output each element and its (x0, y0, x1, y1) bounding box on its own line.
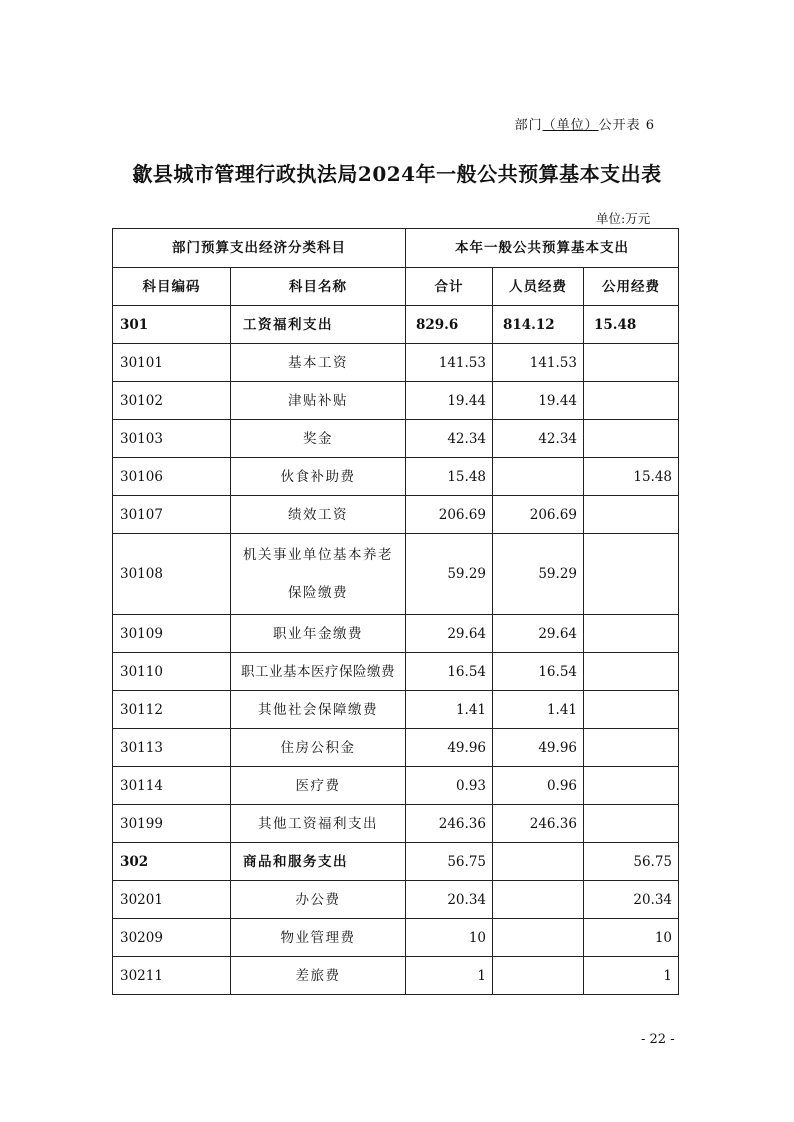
row-name: 物业管理费 (231, 919, 406, 957)
row-name: 职工业基本医疗保险缴费 (231, 653, 406, 691)
row-code: 30109 (113, 615, 231, 653)
row-total: 59.29 (406, 534, 493, 615)
table-row (113, 458, 679, 496)
row-personnel (493, 957, 584, 995)
row-personnel: 29.64 (493, 615, 584, 653)
row-code: 302 (113, 843, 231, 881)
table-row (113, 919, 679, 957)
row-code: 30199 (113, 805, 231, 843)
row-total: 246.36 (406, 805, 493, 843)
page-number: - 22 - (641, 1032, 675, 1047)
row-total: 15.48 (406, 458, 493, 496)
row-name: 机关事业单位基本养老保险缴费 (231, 534, 406, 615)
row-total: 42.34 (406, 420, 493, 458)
group-header-expenditure: 本年一般公共预算基本支出 (406, 229, 679, 268)
row-total: 10 (406, 919, 493, 957)
row-personnel: 1.41 (493, 691, 584, 729)
row-public (584, 805, 679, 843)
row-personnel (493, 843, 584, 881)
row-public (584, 615, 679, 653)
row-public: 15.48 (584, 306, 679, 344)
row-personnel (493, 919, 584, 957)
row-personnel: 42.34 (493, 420, 584, 458)
row-code: 30112 (113, 691, 231, 729)
table-row (113, 843, 679, 881)
note-suffix: 公开表 6 (598, 118, 655, 133)
unit-label: 单位:万元 (596, 211, 651, 226)
row-total: 16.54 (406, 653, 493, 691)
row-personnel (493, 881, 584, 919)
table-row (113, 496, 679, 534)
row-public (584, 653, 679, 691)
row-total: 56.75 (406, 843, 493, 881)
row-public (584, 344, 679, 382)
table-row (113, 805, 679, 843)
column-header-row (113, 268, 679, 306)
row-public: 1 (584, 957, 679, 995)
table-row (113, 767, 679, 805)
row-code: 30113 (113, 729, 231, 767)
row-code: 30103 (113, 420, 231, 458)
table-row (113, 957, 679, 995)
table-row (113, 344, 679, 382)
table-row (113, 420, 679, 458)
row-name: 职业年金缴费 (231, 615, 406, 653)
row-code: 30108 (113, 534, 231, 615)
row-code: 30209 (113, 919, 231, 957)
row-public (584, 496, 679, 534)
row-code: 30201 (113, 881, 231, 919)
row-public (584, 420, 679, 458)
row-total: 1 (406, 957, 493, 995)
table-row (113, 881, 679, 919)
row-code: 30106 (113, 458, 231, 496)
column-header-total: 合计 (406, 268, 493, 306)
row-public (584, 691, 679, 729)
row-name: 商品和服务支出 (231, 843, 406, 881)
note-prefix: 部门 (514, 118, 543, 133)
row-code: 30102 (113, 382, 231, 420)
row-total: 49.96 (406, 729, 493, 767)
row-code: 30211 (113, 957, 231, 995)
column-header-public: 公用经费 (584, 268, 679, 306)
row-total: 829.6 (406, 306, 493, 344)
column-header-code: 科目编码 (113, 268, 231, 306)
row-name: 绩效工资 (231, 496, 406, 534)
row-name: 办公费 (231, 881, 406, 919)
row-personnel: 16.54 (493, 653, 584, 691)
row-personnel: 49.96 (493, 729, 584, 767)
row-personnel: 814.12 (493, 306, 584, 344)
row-name: 基本工资 (231, 344, 406, 382)
group-header-row (113, 229, 679, 268)
row-name: 住房公积金 (231, 729, 406, 767)
row-personnel (493, 458, 584, 496)
column-header-name: 科目名称 (231, 268, 406, 306)
row-code: 30114 (113, 767, 231, 805)
table-number-note (515, 114, 655, 133)
column-header-personnel: 人员经费 (493, 268, 584, 306)
table-row (113, 306, 679, 344)
row-name: 其他社会保障缴费 (231, 691, 406, 729)
table-row (113, 691, 679, 729)
row-name: 伙食补助费 (231, 458, 406, 496)
row-name: 医疗费 (231, 767, 406, 805)
row-name: 奖金 (231, 420, 406, 458)
row-total: 206.69 (406, 496, 493, 534)
row-code: 301 (113, 306, 231, 344)
table-row (113, 382, 679, 420)
row-personnel: 141.53 (493, 344, 584, 382)
row-total: 141.53 (406, 344, 493, 382)
document-title: 歙县城市管理行政执法局2024年一般公共预算基本支出表 (132, 162, 662, 186)
row-name: 差旅费 (231, 957, 406, 995)
row-total: 1.41 (406, 691, 493, 729)
row-name: 其他工资福利支出 (231, 805, 406, 843)
row-code: 30107 (113, 496, 231, 534)
row-personnel: 59.29 (493, 534, 584, 615)
row-personnel: 206.69 (493, 496, 584, 534)
row-personnel: 19.44 (493, 382, 584, 420)
row-public (584, 767, 679, 805)
row-public (584, 382, 679, 420)
group-header-classification: 部门预算支出经济分类科目 (113, 229, 406, 268)
row-public: 20.34 (584, 881, 679, 919)
row-personnel: 246.36 (493, 805, 584, 843)
row-total: 19.44 (406, 382, 493, 420)
row-public (584, 534, 679, 615)
row-total: 29.64 (406, 615, 493, 653)
row-public: 10 (584, 919, 679, 957)
row-code: 30110 (113, 653, 231, 691)
row-code: 30101 (113, 344, 231, 382)
table-row (113, 729, 679, 767)
row-public (584, 729, 679, 767)
row-personnel: 0.96 (493, 767, 584, 805)
row-public: 15.48 (584, 458, 679, 496)
row-total: 0.93 (406, 767, 493, 805)
note-unit: （单位） (542, 118, 599, 133)
table-row (113, 534, 679, 615)
budget-table (112, 228, 679, 995)
row-name: 工资福利支出 (231, 306, 406, 344)
row-total: 20.34 (406, 881, 493, 919)
row-name: 津贴补贴 (231, 382, 406, 420)
table-row (113, 615, 679, 653)
table-row (113, 653, 679, 691)
row-public: 56.75 (584, 843, 679, 881)
